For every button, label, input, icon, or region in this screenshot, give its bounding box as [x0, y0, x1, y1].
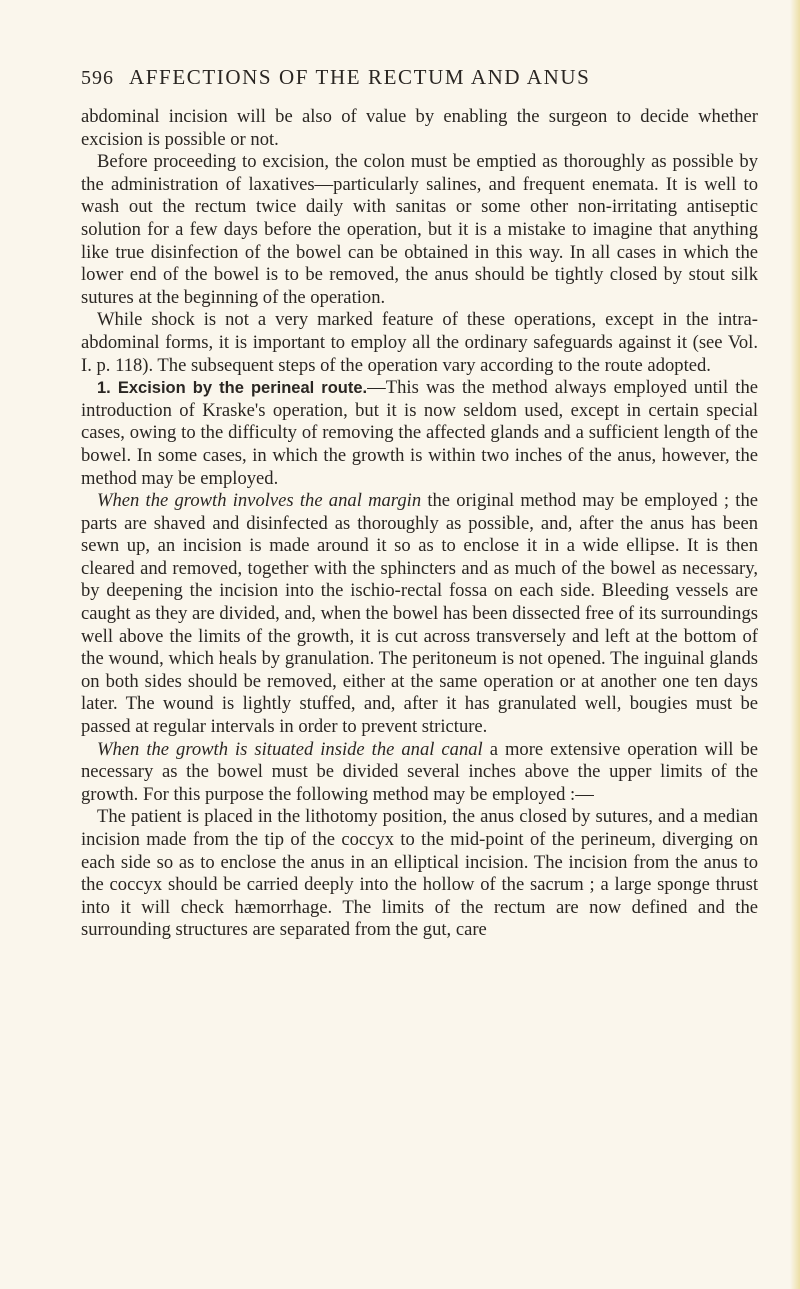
paragraph-preparation: Before proceeding to excision, the colon must be emptied as thoroughly as possible by the administration of laxatives—particularly salines, and frequent enemata. It is well to wash out the rectum twice daily with sanitas or some other non-irritating antiseptic solution for a few days before the operation, but it is a mistake to imagine that anything like true disinfection of the bowel can be obtained in this way. In all cases in which the lower end of the bowel is to be removed, the anus should be tightly closed by stout silk sutures at the beginning of the operation. [81, 151, 758, 308]
italic-lead-anal-canal: When the growth is situated inside the anal canal [97, 738, 483, 760]
paragraph-continuation: abdominal incision will be also of value by enabling the surgeon to decide whether excision is possible or not. [81, 106, 758, 150]
running-title: AFFECTIONS OF THE RECTUM AND ANUS [129, 65, 591, 89]
page-edge-shadow [790, 0, 800, 1289]
paragraph-anal-margin [81, 490, 758, 739]
section-heading-perineal: 1. Excision by the perineal route. [97, 379, 368, 398]
running-head [81, 64, 758, 106]
italic-lead-anal-margin: When the growth involves the anal margin [97, 490, 422, 512]
body-text [81, 106, 758, 942]
paragraph-anal-canal [81, 739, 758, 807]
page-number: 596 [81, 67, 114, 89]
anal-canal-text: a more extensive operation will be necessary as the bowel must be divided several inches above the upper limits of the growth. For this purpose the following method may be employed :— [81, 738, 758, 805]
paragraph-lithotomy: The patient is placed in the lithotomy position, the anus closed by sutures, and a median incision made from the tip of the coccyx to the mid-point of the perineum, diverging on each side so as to enclose the anus in an elliptical incision. The incision from the anus to the coccyx should be carried deeply into the hollow of the sacrum ; a large sponge thrust into it will check hæmorrhage. The limits of the rectum are now defined and the surrounding structures are separated from the gut, care [81, 806, 758, 941]
paragraph-shock: While shock is not a very marked feature of these operations, except in the intra-abdominal forms, it is important to employ all the ordinary safeguards against it (see Vol. I. p. 118). The subsequent steps of the operation vary according to the route adopted. [81, 309, 758, 376]
anal-margin-text: the original method may be employed ; the parts are shaved and disinfected as thoroughly as possible, and, after the anus has been sewn up, an incision is made around it so as to enclose it in a wide ellipse. It is then cleared and removed, together with the sphincters and as much of the bowel as necessary, by deepening the incision into the ischio-rectal fossa on each side. Bleeding vessels are caught as they are divided, and, when the bowel has been dissected free of its surroundings well above the limits of the growth, it is cut across transversely and left at the bottom of the wound, which heals by granulation. The peritoneum is not opened. The inguinal glands on both sides should be removed, either at the same operation or at another one ten days later. The wound is lightly stuffed, and, after it has granulated well, bougies must be passed at regular intervals in order to prevent stricture. [81, 490, 758, 738]
perineal-route-text: —This was the method always employed until the introduction of Kraske's operation, but it is now seldom used, except in certain special cases, owing to the difficulty of removing the affected glands and a sufficient length of the bowel. In some cases, in which the growth is within two inches of the anus, however, the method may be employed. [81, 377, 758, 489]
paragraph-perineal-route [81, 377, 758, 490]
